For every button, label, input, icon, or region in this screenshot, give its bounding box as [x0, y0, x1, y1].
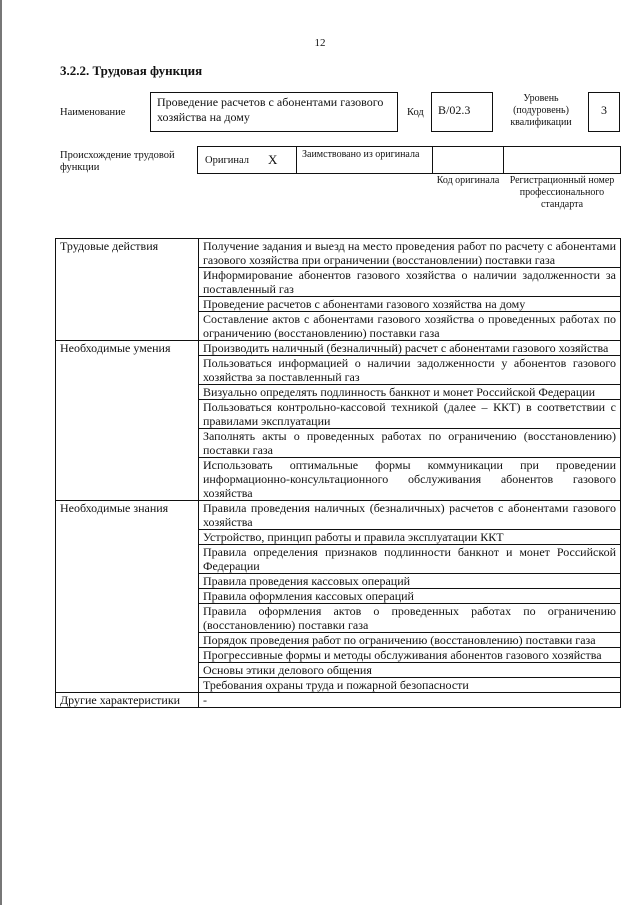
row-item: Получение задания и выезд на место проведения работ по расчету с абонентами газового хозяйства при ограничении (восстановлении) поставки газа — [199, 239, 621, 268]
reg-number-label: Регистрационный номер профессионального стандарта — [509, 175, 615, 210]
code-original-cell — [432, 146, 504, 174]
row-item: Основы этики делового общения — [199, 663, 621, 678]
reg-number-cell — [503, 146, 621, 174]
row-item: Правила проведения наличных (безналичных) расчетов с абонентами газового хозяйства — [199, 501, 621, 530]
original-mark: Х — [268, 152, 278, 167]
row-item: Визуально определять подлинность банкнот и монет Российской Федерации — [199, 385, 621, 400]
name-label: Наименование — [60, 107, 126, 118]
row-item: Пользоваться контрольно-кассовой техникой (далее – ККТ) в соответствии с правилами эксплуатации — [199, 400, 621, 429]
original-label: Оригинал — [205, 155, 249, 166]
row-item: Правила определения признаков подлинности банкнот и монет Российской Федерации — [199, 545, 621, 574]
row-item: Правила оформления актов о проведенных работах по ограничению (восстановлению) поставки газа — [199, 604, 621, 633]
row-item: Использовать оптимальные формы коммуникации при проведении информационно-консультационного обслуживания абонентов газового хозяйства — [199, 458, 621, 501]
row-item: Требования охраны труда и пожарной безопасности — [199, 678, 621, 693]
row-item: Порядок проведения работ по ограничению (восстановлению) поставки газа — [199, 633, 621, 648]
row-item: Заполнять акты о проведенных работах по ограничению (восстановлению) поставки газа — [199, 429, 621, 458]
name-value: Проведение расчетов с абонентами газового хозяйства на дому — [150, 92, 398, 132]
level-label: Уровень (подуровень) квалификации — [510, 93, 572, 128]
row-item: Составление актов с абонентами газового хозяйства о проведенных работах по ограничению (восстановлению) поставки газа — [199, 312, 621, 341]
row-item: Устройство, принцип работы и правила эксплуатации ККТ — [199, 530, 621, 545]
page-number: 12 — [314, 37, 326, 49]
page-edge — [0, 0, 2, 905]
row-item: - — [199, 693, 621, 708]
origin-label: Происхождение трудовой функции — [60, 150, 175, 173]
table-row — [56, 239, 621, 268]
row-item: Пользоваться информацией о наличии задолженности у абонентов газового хозяйства за поставленный газ — [199, 356, 621, 385]
table-row — [56, 693, 621, 708]
row-item: Правила оформления кассовых операций — [199, 589, 621, 604]
row-item: Информирование абонентов газового хозяйства о наличии задолженности за поставленный газ — [199, 268, 621, 297]
code-original-label: Код оригинала — [436, 175, 500, 186]
table-row — [56, 341, 621, 356]
section-title: 3.2.2. Трудовая функция — [60, 63, 203, 78]
row-item: Правила проведения кассовых операций — [199, 574, 621, 589]
row-heading: Необходимые умения — [56, 341, 199, 501]
row-item: Производить наличный (безналичный) расчет с абонентами газового хозяйства — [199, 341, 621, 356]
labor-function-table — [55, 238, 621, 708]
row-item: Проведение расчетов с абонентами газового хозяйства на дому — [199, 297, 621, 312]
level-value: 3 — [588, 92, 620, 132]
row-heading: Другие характеристики — [56, 693, 199, 708]
row-heading: Трудовые действия — [56, 239, 199, 341]
borrowed-label: Заимствовано из оригинала — [296, 146, 433, 174]
row-heading: Необходимые знания — [56, 501, 199, 693]
row-item: Прогрессивные формы и методы обслуживания абонентов газового хозяйства — [199, 648, 621, 663]
code-value: В/02.3 — [431, 92, 493, 132]
original-cell — [197, 146, 297, 174]
table-row — [56, 501, 621, 530]
code-label: Код — [407, 107, 424, 118]
